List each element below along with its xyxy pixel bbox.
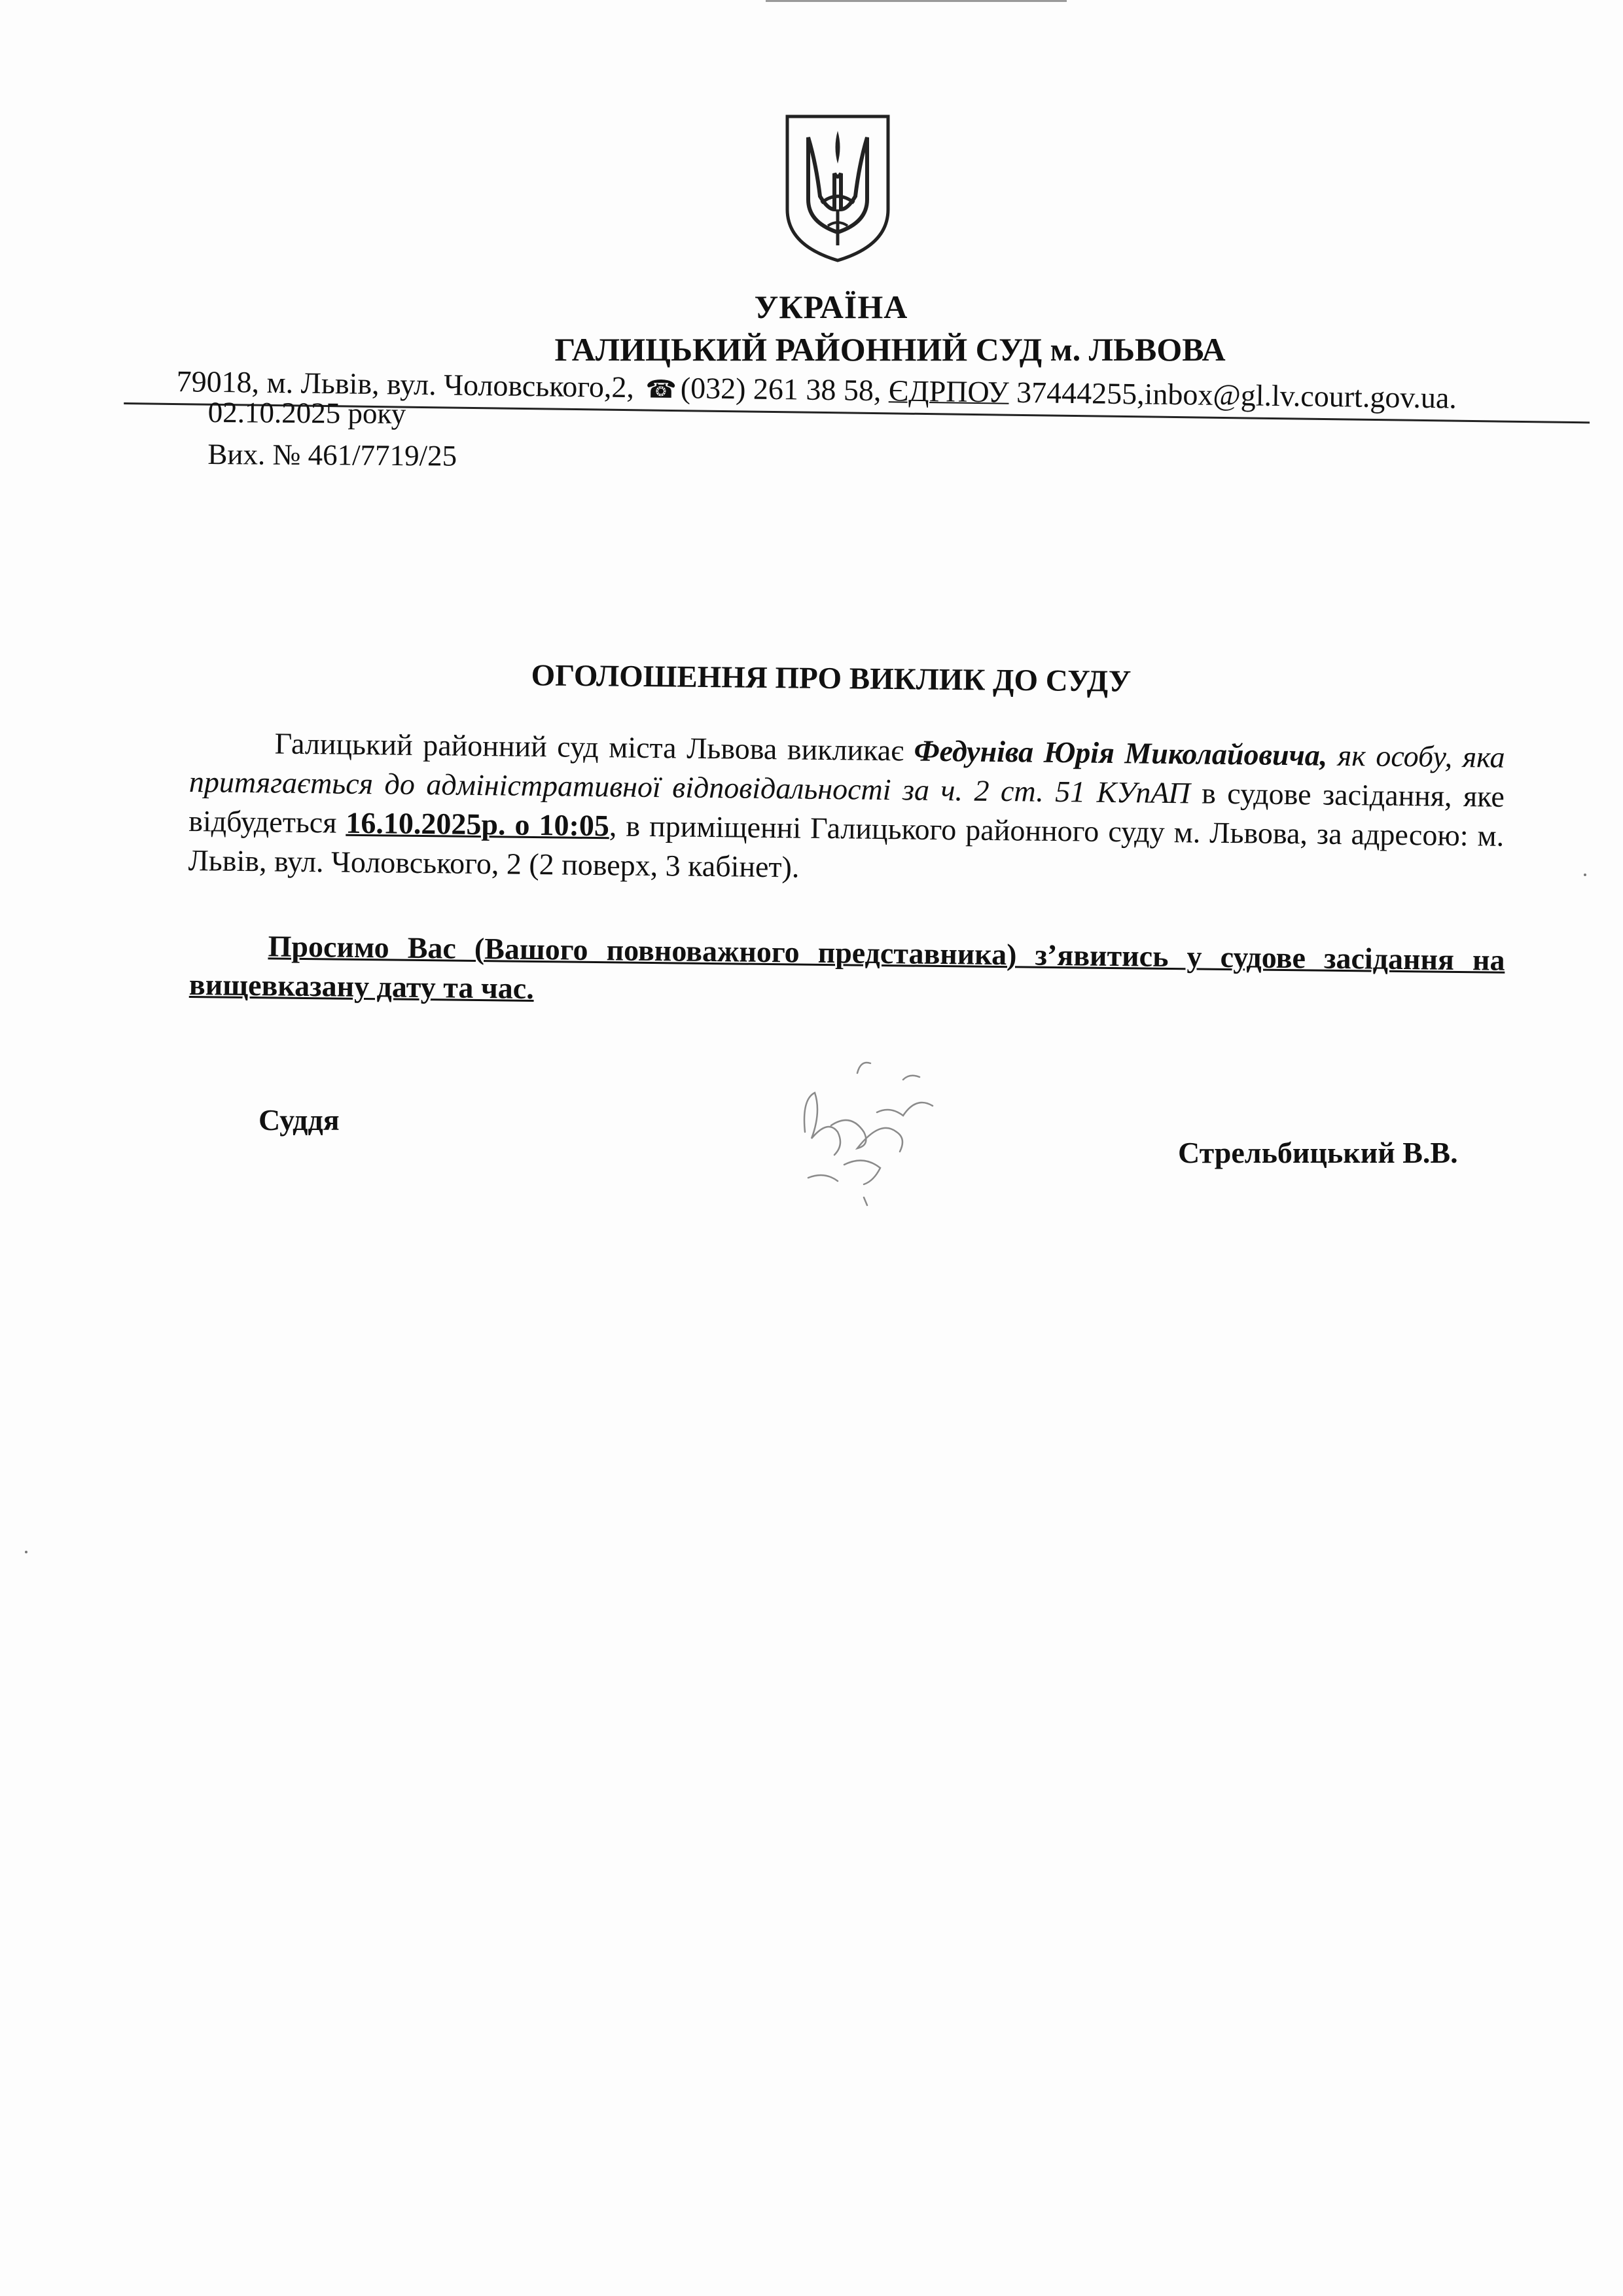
person-role: як особу, яка притягається до адміністративної відповідальності за ч. 2 ст. 51 КУпАП — [188, 738, 1505, 810]
phone-icon: ☎ — [645, 376, 677, 404]
scan-speck — [1584, 874, 1586, 876]
scan-edge-line — [766, 0, 1067, 2]
appearance-request: Просимо Вас (Вашого повноважного представника) з’явитись у судове засідання на вищевказану дату та час. — [188, 929, 1505, 1005]
country-name: УКРАЇНА — [754, 289, 908, 325]
summoned-person: Федуніва Юрія Миколайовича, — [914, 733, 1328, 772]
notice-intro: Галицький районний суд міста Львова викликає — [274, 726, 904, 768]
court-name: ГАЛИЦЬКИЙ РАЙОННИЙ СУД м. ЛЬВОВА — [554, 331, 1226, 368]
ukraine-trident-icon — [782, 111, 893, 265]
notice-body — [188, 723, 1505, 895]
judge-name: Стрельбицький В.В. — [1178, 1136, 1458, 1169]
judge-role-label: Суддя — [259, 1103, 340, 1137]
edrpou-and-email: 37444255,inbox@gl.lv.court.gov.ua. — [1016, 375, 1457, 415]
notice-title: ОГОЛОШЕННЯ ПРО ВИКЛИК ДО СУДУ — [531, 658, 1132, 699]
hearing-datetime: 16.10.2025р. о 10:05 — [346, 805, 610, 843]
hearing-location: , в приміщенні Галицького районного суду м. Львова, за адресою: м. Львів, вул. Чоловського, 2 (2 поверх, 3 кабінет). — [188, 809, 1505, 884]
handwritten-signature — [766, 1034, 962, 1210]
document-meta — [207, 391, 457, 477]
notice-middle: в судове засідання, яке відбудеться — [188, 776, 1505, 839]
scan-speck — [25, 1551, 27, 1553]
edrpou-label: ЄДРПОУ — [888, 374, 1010, 409]
address-location: 79018, м. Львів, вул. Чоловського,2, — [176, 364, 635, 404]
address-phone: (032) 261 38 58, — [680, 371, 882, 408]
document-date: 02.10.2025 року — [207, 395, 406, 431]
outgoing-number: Вих. № 461/7719/25 — [207, 437, 457, 472]
